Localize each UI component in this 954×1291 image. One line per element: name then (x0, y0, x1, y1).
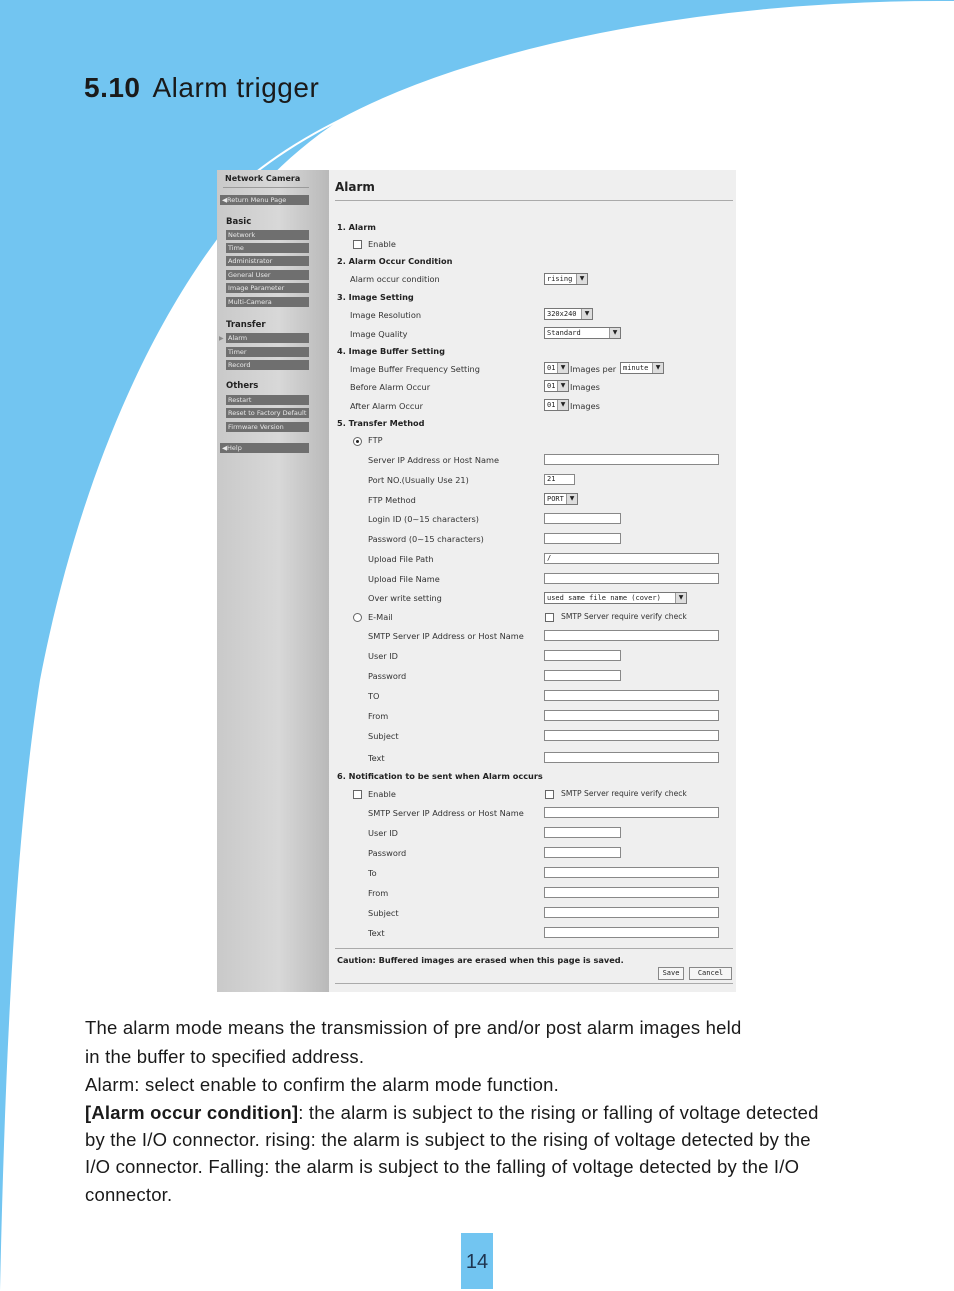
resolution-label: Image Resolution (350, 310, 422, 320)
section-image-heading: 3. Image Setting (337, 292, 414, 302)
sidebar-item-image-parameter[interactable]: Image Parameter (226, 283, 309, 293)
email-password-label: Password (368, 671, 407, 681)
chevron-down-icon: ▼ (557, 363, 568, 373)
body-line-1: The alarm mode means the transmission of pre and/or post alarm images held (85, 1017, 742, 1038)
images-per-label: Images per (570, 364, 617, 374)
resolution-select[interactable]: 320x240 ▼ (544, 308, 593, 320)
notify-password-input[interactable] (544, 847, 621, 858)
email-from-label: From (368, 711, 389, 721)
after-alarm-select[interactable]: 01 ▼ (544, 399, 569, 411)
section-transfer-heading: 5. Transfer Method (337, 418, 425, 428)
notify-to-input[interactable] (544, 867, 719, 878)
quality-select[interactable]: Standard ▼ (544, 327, 621, 339)
email-subject-label: Subject (368, 731, 399, 741)
alarm-settings-panel (329, 170, 736, 992)
ftp-label: FTP (368, 435, 383, 445)
notify-from-label: From (368, 888, 389, 898)
save-button[interactable]: Save (658, 967, 684, 980)
ftp-server-label: Server IP Address or Host Name (368, 455, 499, 465)
return-menu-link[interactable]: ◀Return Menu Page (220, 195, 309, 205)
page-title: Alarm (335, 180, 375, 194)
chevron-down-icon: ▼ (566, 494, 577, 504)
sidebar-section-basic: Basic (226, 217, 252, 227)
alarm-condition-term: [Alarm occur condition] (85, 1102, 299, 1123)
ftp-method-label: FTP Method (368, 495, 416, 505)
login-id-input[interactable] (544, 513, 621, 524)
sidebar-section-others: Others (226, 381, 259, 391)
chevron-down-icon: ▼ (576, 274, 587, 284)
footer-divider-top (335, 948, 733, 949)
before-images-label: Images (570, 382, 600, 392)
chevron-down-icon: ▼ (609, 328, 620, 338)
after-alarm-label: After Alarm Occur (350, 401, 423, 411)
sidebar-item-record[interactable]: Record (226, 360, 309, 370)
upload-filename-input[interactable] (544, 573, 719, 584)
body-line-3: Alarm: select enable to confirm the alarm mode function. (85, 1074, 559, 1095)
page-number-tab (461, 1233, 493, 1289)
sidebar (217, 170, 329, 992)
email-text-label: Text (368, 753, 385, 763)
section-heading (84, 72, 319, 104)
before-alarm-select[interactable]: 01 ▼ (544, 380, 569, 392)
upload-path-input[interactable]: / (544, 553, 719, 564)
sidebar-item-general-user[interactable]: General User (226, 270, 309, 280)
email-userid-label: User ID (368, 651, 398, 661)
title-divider (335, 200, 733, 201)
after-images-label: Images (570, 401, 600, 411)
notify-to-label: To (368, 868, 377, 878)
alarm-enable-label: Enable (368, 239, 396, 249)
notify-text-label: Text (368, 928, 385, 938)
sidebar-item-multi-camera[interactable]: Multi-Camera (226, 297, 309, 307)
sidebar-item-reset[interactable]: Reset to Factory Default (226, 408, 309, 418)
section-alarm-heading: 1. Alarm (337, 222, 376, 232)
page-number: 14 (465, 1251, 489, 1273)
notify-subject-label: Subject (368, 908, 399, 918)
section-title: Alarm trigger (152, 72, 320, 103)
notify-smtp-server-input[interactable] (544, 807, 719, 818)
notify-enable-checkbox[interactable] (353, 790, 362, 799)
email-label: E-Mail (368, 612, 393, 622)
email-to-input[interactable] (544, 690, 719, 701)
alarm-enable-checkbox[interactable] (353, 240, 362, 249)
body-line-2: in the buffer to specified address. (85, 1046, 365, 1067)
email-userid-input[interactable] (544, 650, 621, 661)
sidebar-item-network[interactable]: Network (226, 230, 309, 240)
notify-smtp-verify-checkbox[interactable] (545, 790, 554, 799)
upload-path-label: Upload File Path (368, 554, 434, 564)
sidebar-item-timer[interactable]: Timer (226, 347, 309, 357)
ftp-password-label: Password (0~15 characters) (368, 534, 484, 544)
ftp-radio[interactable] (353, 437, 362, 446)
buffer-frequency-label: Image Buffer Frequency Setting (350, 364, 480, 374)
notify-smtp-server-label: SMTP Server IP Address or Host Name (368, 808, 524, 818)
condition-label: Alarm occur condition (350, 274, 440, 284)
notify-text-input[interactable] (544, 927, 719, 938)
footer-divider-bottom (335, 983, 733, 984)
section-buffer-heading: 4. Image Buffer Setting (337, 346, 445, 356)
chevron-down-icon: ▼ (652, 363, 663, 373)
smtp-server-label: SMTP Server IP Address or Host Name (368, 631, 524, 641)
brand-label: Network Camera (225, 174, 301, 183)
chevron-down-icon: ▼ (675, 593, 686, 603)
email-password-input[interactable] (544, 670, 621, 681)
chevron-down-icon: ▼ (581, 309, 592, 319)
quality-label: Image Quality (350, 329, 408, 339)
email-text-input[interactable] (544, 752, 719, 763)
body-line-4: [Alarm occur condition]: the alarm is subject to the rising or falling of voltage detected (85, 1102, 819, 1123)
port-input[interactable]: 21 (544, 474, 575, 485)
camera-config-screenshot (217, 170, 736, 992)
divider (223, 187, 309, 188)
overwrite-select[interactable]: used same file name (cover) ▼ (544, 592, 687, 604)
login-id-label: Login ID (0~15 characters) (368, 514, 479, 524)
notify-userid-label: User ID (368, 828, 398, 838)
email-radio[interactable] (353, 613, 362, 622)
section-notification-heading: 6. Notification to be sent when Alarm occurs (337, 771, 543, 781)
current-page-arrow-icon: ▶ (219, 335, 224, 342)
section-condition-heading: 2. Alarm Occur Condition (337, 256, 453, 266)
sidebar-item-time[interactable]: Time (226, 243, 309, 253)
help-link[interactable]: ◀Help (220, 443, 309, 453)
email-from-input[interactable] (544, 710, 719, 721)
ftp-password-input[interactable] (544, 533, 621, 544)
chevron-down-icon: ▼ (557, 381, 568, 391)
ftp-server-input[interactable] (544, 454, 719, 465)
before-alarm-label: Before Alarm Occur (350, 382, 431, 392)
body-line-6: I/O connector. Falling: the alarm is subject to the falling of voltage detected by the I/O (85, 1156, 800, 1177)
chevron-down-icon: ▼ (557, 400, 568, 410)
notify-smtp-verify-label: SMTP Server require verify check (561, 789, 687, 798)
caution-text: Caution: Buffered images are erased when this page is saved. (337, 955, 624, 965)
sidebar-item-firmware[interactable]: Firmware Version (226, 422, 309, 432)
sidebar-item-restart[interactable]: Restart (226, 395, 309, 405)
notify-from-input[interactable] (544, 887, 719, 898)
email-subject-input[interactable] (544, 730, 719, 741)
body-line-7: connector. (85, 1184, 173, 1205)
smtp-verify-checkbox[interactable] (545, 613, 554, 622)
notify-subject-input[interactable] (544, 907, 719, 918)
overwrite-label: Over write setting (368, 593, 442, 603)
upload-filename-label: Upload File Name (368, 574, 440, 584)
sidebar-item-administrator[interactable]: Administrator (226, 256, 309, 266)
sidebar-section-transfer: Transfer (226, 320, 266, 330)
body-line-5: by the I/O connector. rising: the alarm is subject to the rising of voltage detected by the (85, 1129, 811, 1150)
notify-userid-input[interactable] (544, 827, 621, 838)
smtp-verify-label: SMTP Server require verify check (561, 612, 687, 621)
ftp-method-select[interactable]: PORT ▼ (544, 493, 578, 505)
buffer-unit-select[interactable]: minute ▼ (620, 362, 664, 374)
smtp-server-input[interactable] (544, 630, 719, 641)
port-label: Port NO.(Usually Use 21) (368, 475, 469, 485)
buffer-frequency-select[interactable]: 01 ▼ (544, 362, 569, 374)
cancel-button[interactable]: Cancel (689, 967, 732, 980)
notify-password-label: Password (368, 848, 407, 858)
section-number: 5.10 (84, 72, 141, 103)
notify-enable-label: Enable (368, 789, 396, 799)
condition-select[interactable]: rising ▼ (544, 273, 588, 285)
sidebar-item-alarm[interactable]: Alarm (226, 333, 309, 343)
email-to-label: TO (368, 691, 380, 701)
